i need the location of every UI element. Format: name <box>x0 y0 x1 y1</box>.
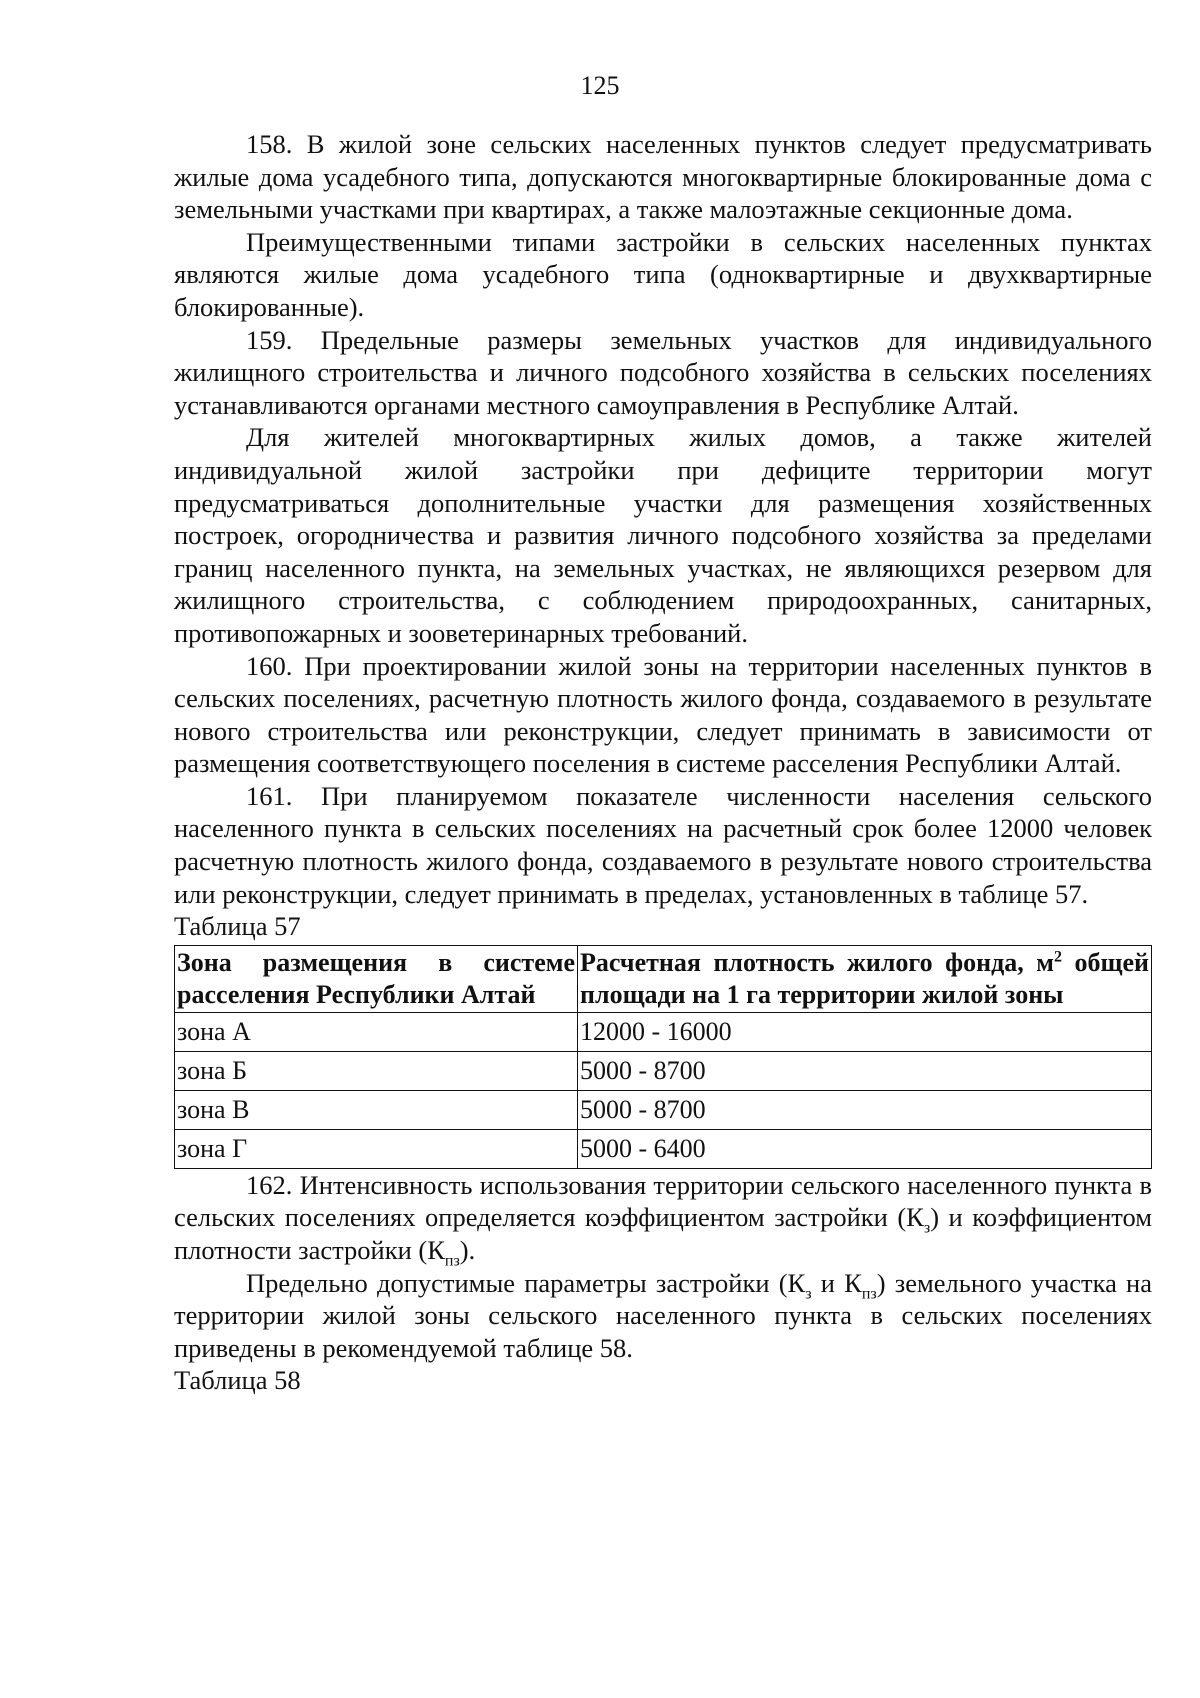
table-row <box>175 1012 1152 1051</box>
table-row <box>175 1051 1152 1090</box>
table-57 <box>174 945 1152 1169</box>
paragraph-161: 161. При планируемом показателе численности населения сельского населенного пункта в сельских поселениях на расчетный срок более 12000 человек расчетную плотность жилого фонда, создаваемого в результате нового строительства или реконструкции, следует принимать в пределах, установленных в таблице 57. <box>174 780 1152 909</box>
paragraph-preferred-types: Преимущественными типами застройки в сельских населенных пунктах являются жилые дома усадебного типа (одноквартирные и двухквартирные блокированные). <box>174 226 1152 322</box>
header-zone: Зона размещения в системе расселения Республики Алтай <box>175 945 578 1012</box>
p162-sub-pz: пз <box>444 1252 460 1270</box>
zone-cell: зона Г <box>175 1129 578 1168</box>
page-number: 125 <box>580 71 620 100</box>
zone-cell: зона В <box>175 1090 578 1129</box>
header-density-tail: общей площади на 1 га территории жилой зоны <box>580 947 1149 1009</box>
limits-sub-z: з <box>805 1284 812 1302</box>
p162-text-a: 162. Интенсивность использования территории сельского населенного пункта в сельских поселениях определяется коэффициентом застройки (К <box>174 1169 1152 1233</box>
density-cell: 5000 - 8700 <box>578 1090 1152 1129</box>
paragraph-159: 159. Предельные размеры земельных участков для индивидуального жилищного строительства и личного подсобного хозяйства в сельских поселениях устанавливаются органами местного самоуправления в Республике Алтай. <box>174 324 1152 420</box>
density-cell: 12000 - 16000 <box>578 1012 1152 1051</box>
limits-text-c: ) земельного участка на территории жилой зоны сельского населенного пункта в сельских поселениях приведены в рекомендуемой таблице 58. <box>174 1267 1152 1363</box>
paragraph-158: 158. В жилой зоне сельских населенных пунктов следует предусматривать жилые дома усадебного типа, допускаются многоквартирные блокированные дома с земельными участками при квартирах, а также малоэтажные секционные дома. <box>174 129 1152 225</box>
paragraph-162 <box>174 1169 1152 1270</box>
table-row <box>175 1129 1152 1168</box>
density-cell: 5000 - 6400 <box>578 1129 1152 1168</box>
table-row <box>175 1090 1152 1129</box>
density-cell: 5000 - 8700 <box>578 1051 1152 1090</box>
table-57-caption: Таблица 57 <box>174 911 301 942</box>
header-density-sup: 2 <box>1053 948 1062 966</box>
zone-cell: зона Б <box>175 1051 578 1090</box>
document-body <box>174 128 1152 1397</box>
limits-sub-pz: пз <box>861 1284 877 1302</box>
table-header-row <box>175 945 1152 1012</box>
limits-text-b: и К <box>811 1267 862 1298</box>
header-density-text: Расчетная плотность жилого фонда, м <box>580 947 1054 977</box>
paragraph-additional-plots: Для жителей многоквартирных жилых домов, а также жителей индивидуальной жилой застройки при дефиците территории могут предусматриваться дополнительные участки для размещения хозяйственных построек, огородничества и развития личного подсобного хозяйства за пределами границ населенного пункта, на земельных участках, не являющихся резервом для жилищного строительства, с соблюдением природоохранных, санитарных, противопожарных и зооветеринарных требований. <box>174 422 1152 648</box>
p162-text-b: ) и коэффициентом плотности застройки (К <box>174 1202 1152 1266</box>
paragraph-limits <box>174 1267 1152 1365</box>
p162-text-c: ). <box>459 1235 476 1266</box>
header-density <box>578 945 1152 1012</box>
zone-cell: зона А <box>175 1012 578 1051</box>
p162-sub-z: з <box>923 1219 931 1237</box>
table-58-caption: Таблица 58 <box>174 1365 301 1396</box>
limits-text-a: Предельно допустимые параметры застройки (К <box>246 1267 806 1298</box>
paragraph-160: 160. При проектировании жилой зоны на территории населенных пунктов в сельских поселениях, расчетную плотность жилого фонда, создаваемого в результате нового строительства или реконструкции, следует принимать в зависимости от размещения соответствующего поселения в системе расселения Республики Алтай. <box>174 650 1152 779</box>
